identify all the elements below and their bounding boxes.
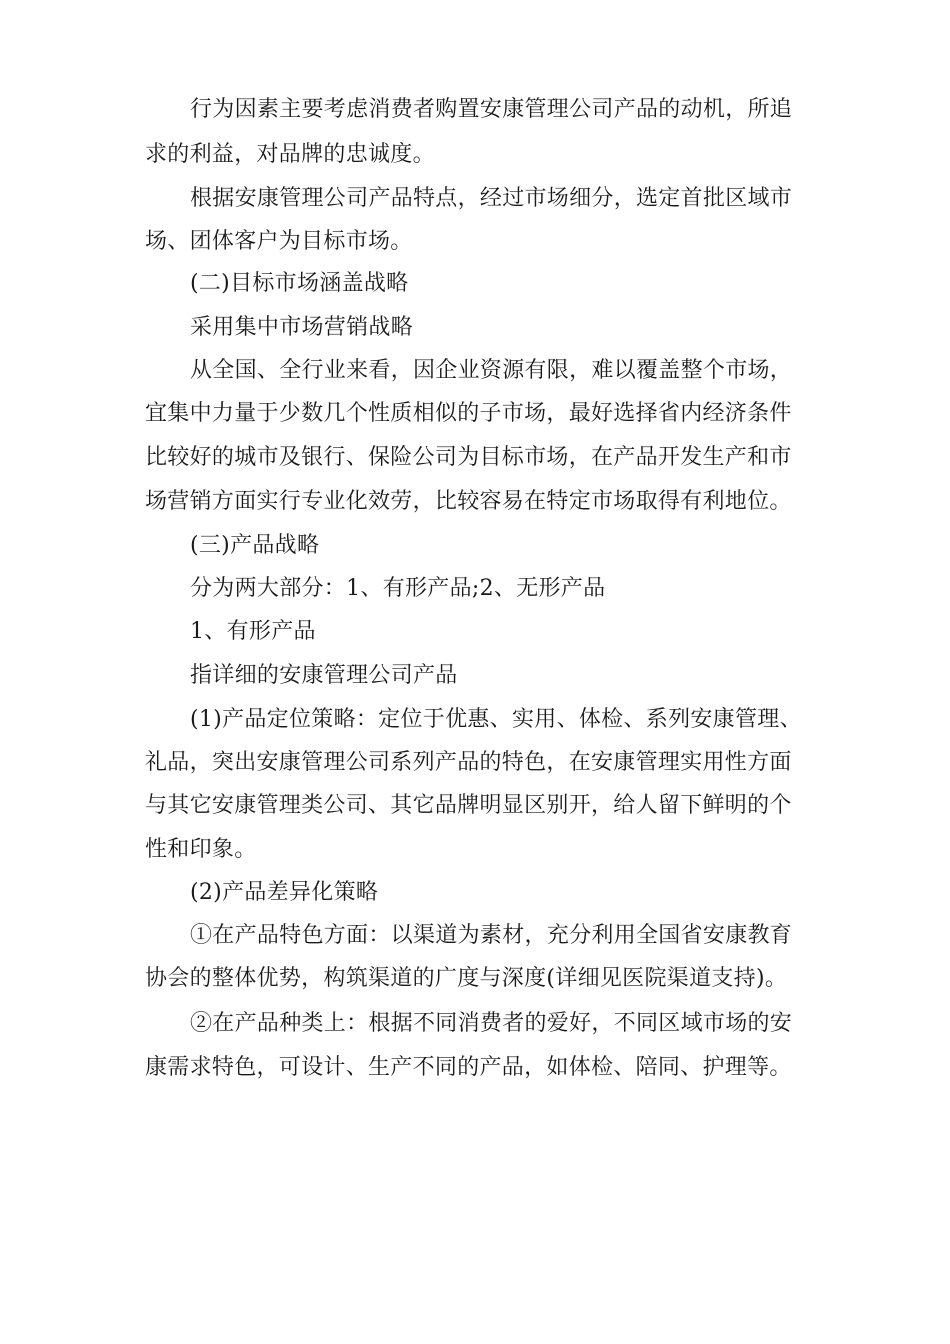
text-line: 协会的整体优势，构筑渠道的广度与深度(详细见医院渠道支持)。 bbox=[145, 966, 788, 991]
text-line: 分为两大部分：1、有形产品;2、无形产品 bbox=[190, 576, 606, 601]
text-line: 宜集中力量于少数几个性质相似的子市场，最好选择省内经济条件 bbox=[145, 401, 792, 426]
text-line: 求的利益，对品牌的忠诚度。 bbox=[145, 142, 435, 167]
text-line: 行为因素主要考虑消费者购置安康管理公司产品的动机，所追 bbox=[190, 97, 793, 122]
text-line: (1)产品定位策略：定位于优惠、实用、体检、系列安康管理、 bbox=[190, 707, 802, 732]
text-line: 康需求特色，可设计、生产不同的产品，如体检、陪同、护理等。 bbox=[145, 1055, 792, 1080]
section-heading: (三)产品战略 bbox=[190, 533, 320, 558]
text-line: 场、团体客户为目标市场。 bbox=[145, 229, 413, 254]
text-line: 比较好的城市及银行、保险公司为目标市场，在产品开发生产和市 bbox=[145, 445, 792, 470]
text-line: ①在产品特色方面：以渠道为素材，充分利用全国省安康教育 bbox=[190, 923, 793, 948]
text-line: 指详细的安康管理公司产品 bbox=[190, 663, 458, 688]
text-line: 采用集中市场营销战略 bbox=[190, 315, 414, 340]
text-line: 根据安康管理公司产品特点，经过市场细分，选定首批区域市 bbox=[190, 186, 793, 211]
text-line: (2)产品差异化策略 bbox=[190, 880, 379, 905]
text-line: 性和印象。 bbox=[145, 837, 257, 862]
text-line: 礼品，突出安康管理公司系列产品的特色，在安康管理实用性方面 bbox=[145, 750, 792, 775]
section-heading: (二)目标市场涵盖战略 bbox=[190, 271, 409, 296]
text-line: 1、有形产品 bbox=[190, 619, 316, 644]
text-line: 场营销方面实行专业化效劳，比较容易在特定市场取得有利地位。 bbox=[145, 489, 792, 514]
text-line: 与其它安康管理类公司、其它品牌明显区别开，给人留下鲜明的个 bbox=[145, 793, 792, 818]
text-line: 从全国、全行业来看，因企业资源有限，难以覆盖整个市场， bbox=[190, 358, 793, 383]
text-line: ②在产品种类上：根据不同消费者的爱好，不同区域市场的安 bbox=[190, 1011, 793, 1036]
